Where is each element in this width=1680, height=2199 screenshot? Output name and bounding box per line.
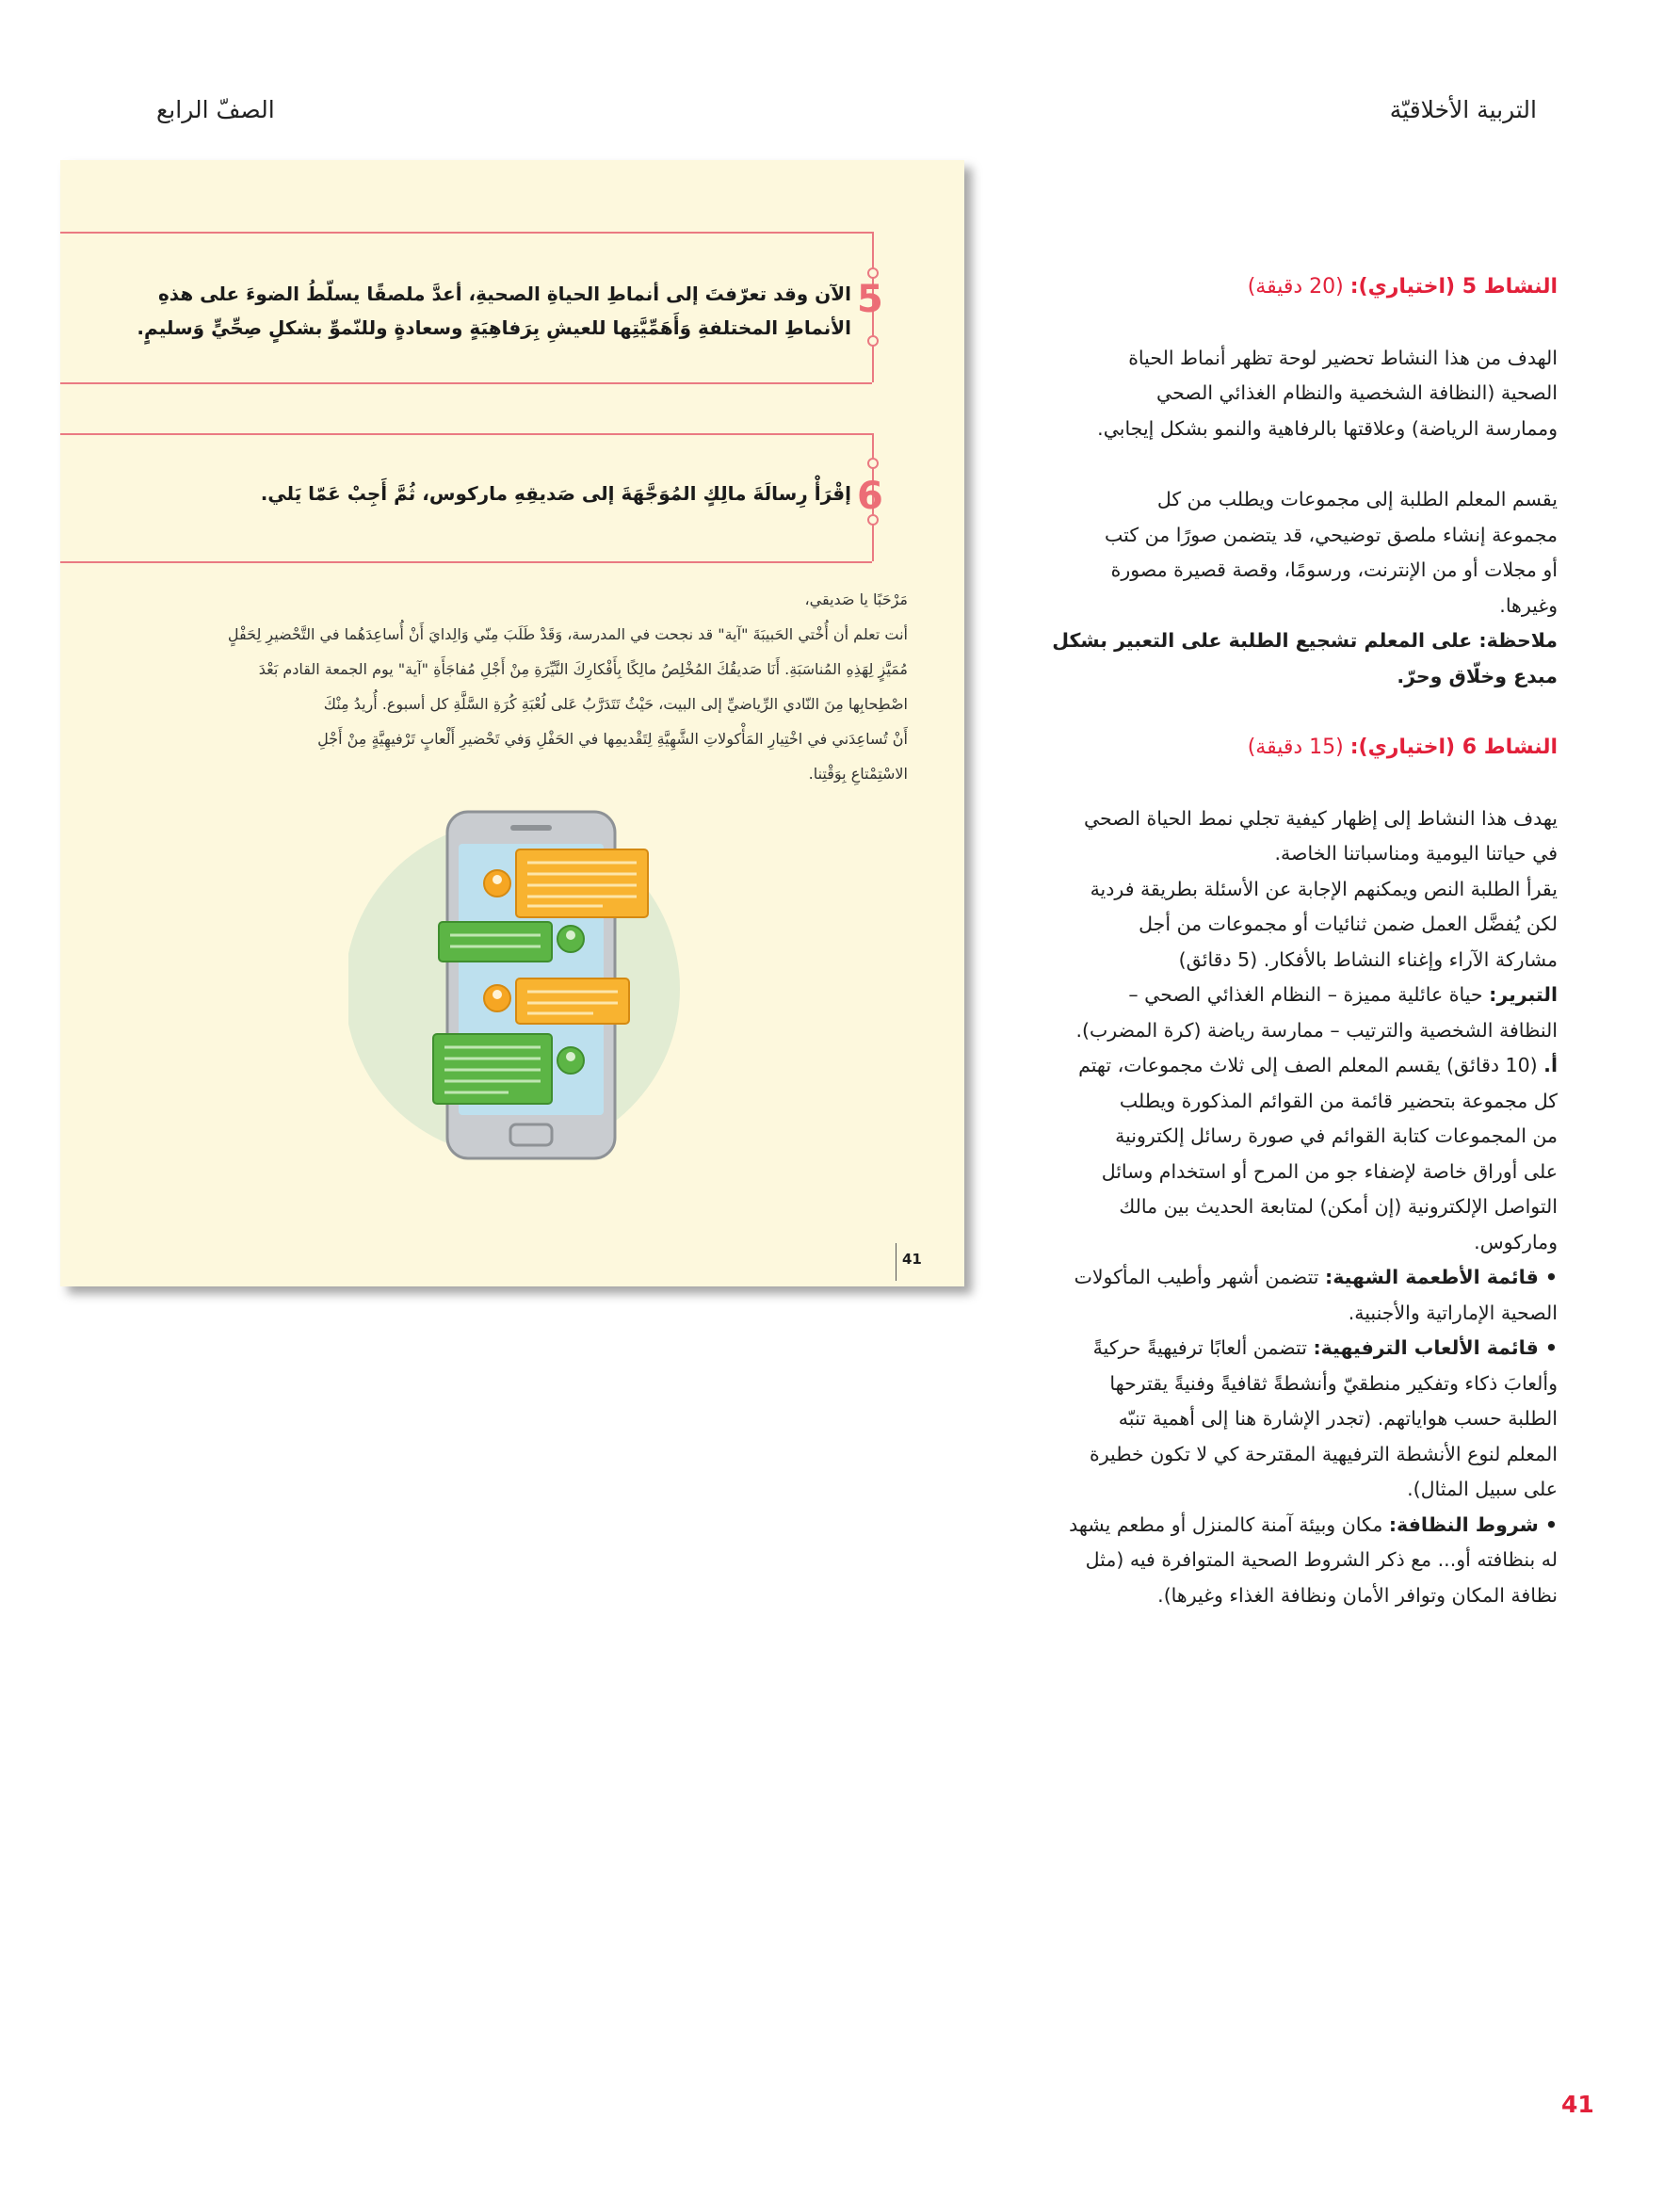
student-page-divider [896, 1243, 897, 1281]
games-list-line: المعلم لنوع الأنشطة الترفيهية المقترحة كي لا تكون خطيرة [1090, 1442, 1558, 1465]
rationale-line [1011, 978, 1558, 1013]
activity-6-duration: (15 دقيقة) [1247, 736, 1344, 759]
cleanliness-list-line: نظافة المكان وتوافر الأمان ونظافة الغذاء وغيرها). [1157, 1583, 1558, 1607]
phone-home-button [510, 1124, 552, 1145]
part-a-line: كل مجموعة بتحضير قائمة من القوائم المذكورة ويطلب [1119, 1089, 1558, 1112]
letter-line: أَنْ تُساعِدَني في اخْتِيارِ المَأْكولاتِ الشَّهِيَّةِ لِتَقْديمِها في الحَفْلِ وَفي تَحْضيرِ أَلْعابٍ تَرْفيهِيَّةٍ مِنْ أَجْلِ [317, 730, 908, 748]
letter-greeting: مَرْحَبًا يا صَديقي، [804, 590, 908, 608]
rationale-label: التبرير: [1489, 983, 1558, 1006]
activity-6-intro-line: لكن يُفضَّل العمل ضمن ثنائيات أو مجموعات من أجل [1139, 913, 1558, 935]
page-number: 41 [1561, 2091, 1594, 2118]
activity-6-intro-line: يقرأ الطلبة النص ويمكنهم الإجابة عن الأسئلة بطريقة فردية [1090, 877, 1558, 900]
phone-chat-illustration [348, 804, 697, 1181]
phone-speaker [510, 825, 552, 831]
q5-top-line [60, 232, 872, 234]
activity-5-procedure-line: وغيرها. [1499, 593, 1558, 617]
part-a-text: (10 دقائق) يقسم المعلم الصف إلى ثلاث مجموعات، تهتم [1078, 1054, 1538, 1076]
q6-dot-top [867, 458, 879, 469]
cleanliness-list-label: • شروط النظافة: [1388, 1512, 1558, 1536]
games-list-line: الطلبة حسب هواياتهم. (تجدر الإشارة هنا إلى أهمية تنبّه [1118, 1407, 1558, 1430]
rationale-line: النظافة الشخصية والترتيب – ممارسة رياضة (كرة المضرب). [1075, 1018, 1558, 1042]
letter-line: الاسْتِمْتاعِ بِوَقْتِنا. [808, 765, 908, 783]
part-a-line: على أوراق خاصة لإضفاء جو من المرح أو استخدام وسائل [1101, 1159, 1558, 1183]
food-list-label: • قائمة الأطعمة الشهية: [1325, 1266, 1558, 1288]
activity-5-duration: (20 دقيقة) [1247, 275, 1344, 299]
letter-line: أنت تعلم أن أُخْتي الحَبيبَةَ "آية" قد نجحت في المدرسة، وَقَدْ طَلَبَ مِنّي وَالِدايَ أَنْ أُساعِدَهُما في التَّحْضيرِ لِحَفْلٍ [227, 625, 908, 643]
header-subject: التربية الأخلاقيّة [1389, 96, 1537, 123]
activity-5-goal-line: الصحية (النظافة الشخصية والنظام الغذائي الصحي [1155, 381, 1558, 404]
games-list-text: تتضمن ألعابًا ترفيهيةً حركيةً [1092, 1336, 1307, 1359]
q5-dot-bottom [867, 335, 879, 347]
cleanliness-list-line: له بنظافته أو... مع ذكر الشروط الصحية المتوافرة فيه (مثل [1085, 1548, 1558, 1571]
food-list-line: الصحية الإماراتية والأجنبية. [1348, 1301, 1558, 1324]
games-list-line: على سبيل المثال). [1407, 1478, 1558, 1500]
food-list-text: تتضمن أشهر وأطيب المأكولات [1074, 1266, 1319, 1288]
games-list-item [1011, 1331, 1558, 1366]
activity-6-intro-line: يهدف هذا النشاط إلى إظهار كيفية تجلي نمط الحياة الصحي [1083, 806, 1558, 830]
activity-5-goal-line: وممارسة الرياضة) وعلاقتها بالرفاهية والنمو بشكل إيجابي. [1097, 416, 1558, 440]
question-5-line-1: الآن وقد تعرّفتَ إلى أنماطِ الحياةِ الصحيةِ، أعدَّ ملصقًا يسلّطُ الضوءَ على هذهِ [157, 283, 851, 305]
activity-5-note-line: ملاحظة: على المعلم تشجيع الطلبة على التعبير بشكل [1052, 629, 1558, 652]
activity-5-procedure-line: أو مجلات أو من الإنترنت، ورسومًا، وقصة قصيرة مصورة [1110, 558, 1558, 581]
q6-top-line [60, 433, 872, 435]
header-grade: الصفّ الرابع [156, 96, 275, 123]
activity-5-heading [1011, 269, 1558, 305]
question-number-5: 5 [857, 278, 883, 321]
letter-text [154, 582, 908, 791]
activity-6-heading [1011, 730, 1558, 766]
cleanliness-list-item [1011, 1508, 1558, 1544]
question-5-text [136, 277, 851, 345]
activity-5-note-line: مبدع وخلّاق وحرّ. [1397, 664, 1558, 687]
part-a-label: أ. [1543, 1054, 1558, 1076]
games-list-label: • قائمة الألعاب الترفيهية: [1313, 1336, 1558, 1359]
question-number-6: 6 [857, 475, 883, 518]
activity-5-goal-line: الهدف من هذا النشاط تحضير لوحة تظهر أنماط الحياة [1128, 346, 1558, 369]
q6-bottom-line [60, 561, 872, 563]
student-book-page [60, 160, 964, 1286]
message-bubble-orange-2 [516, 978, 629, 1024]
activity-5-title: النشاط 5 (اختياري): [1349, 275, 1558, 299]
student-page-number: 41 [902, 1251, 922, 1268]
activity-6-title: النشاط 6 (اختياري): [1349, 736, 1558, 759]
activity-5-procedure-line: يقسم المعلم الطلبة إلى مجموعات ويطلب من كل [1156, 488, 1558, 510]
part-a-line: التواصل الإلكترونية (إن أمكن) لمتابعة الحديث بين مالك [1119, 1195, 1558, 1218]
letter-line: اصْطِحابِها مِنَ النّادي الرِّياضيِّ إلى البيت، حَيْثُ تَتَدَرَّبُ عَلى لُعْبَةِ كُرَةِ السَّلَّةِ كل أسبوع. أُريدُ مِنْكَ [323, 695, 908, 713]
teacher-notes [1011, 269, 1558, 1613]
activity-5-procedure-line: مجموعة إنشاء ملصق توضيحي، قد يتضمن صورًا من كتب [1105, 523, 1558, 546]
rationale-text: حياة عائلية مميزة – النظام الغذائي الصحي – [1128, 983, 1483, 1006]
activity-6-intro-line: مشاركة الآراء وإغناء النشاط بالأفكار. (5 دقائق) [1178, 947, 1558, 971]
activity-6-intro-line: في حياتنا اليومية ومناسباتنا الخاصة. [1274, 842, 1558, 865]
q5-bottom-line [60, 382, 872, 384]
part-a-line: من المجموعات كتابة القوائم في صورة رسائل إلكترونية [1115, 1124, 1558, 1147]
part-a-line [1011, 1048, 1558, 1084]
games-list-line: وألعابَ ذكاء وتفكير منطقيّ وأنشطةً ثقافيةً وفنيةً يقترحها [1109, 1371, 1558, 1395]
food-list-item [1011, 1260, 1558, 1296]
question-5-line-2: الأنماطِ المختلفةِ وَأَهَمِّيَّتِها للعيشِ بِرَفاهِيَةٍ وسعادةٍ وللنّموِّ بشكلٍ صِحِّيٍّ وَسليمٍ. [137, 316, 851, 339]
question-6-text: إقْرَأْ رِسالَةَ مالِكٍ المُوَجَّهَةَ إلى صَديقِهِ ماركوس، ثُمَّ أَجِبْ عَمّا يَلي. [260, 482, 851, 505]
part-a-line: وماركوس. [1474, 1230, 1558, 1253]
letter-line: مُمَيَّزٍ لِهَذِهِ المُناسَبَةِ. أَنَا صَديقُكَ المُخْلِصُ مالِكًا بِأَفْكارِكَ النَّيِّرَةِ مِنْ أَجْلِ مُفاجَأَةِ "آية" يوم الجمعة القادم بَعْدَ [258, 660, 908, 678]
cleanliness-list-text: مكان وبيئة آمنة كالمنزل أو مطعم يشهد [1069, 1512, 1383, 1536]
message-bubble-green-1 [439, 922, 552, 962]
